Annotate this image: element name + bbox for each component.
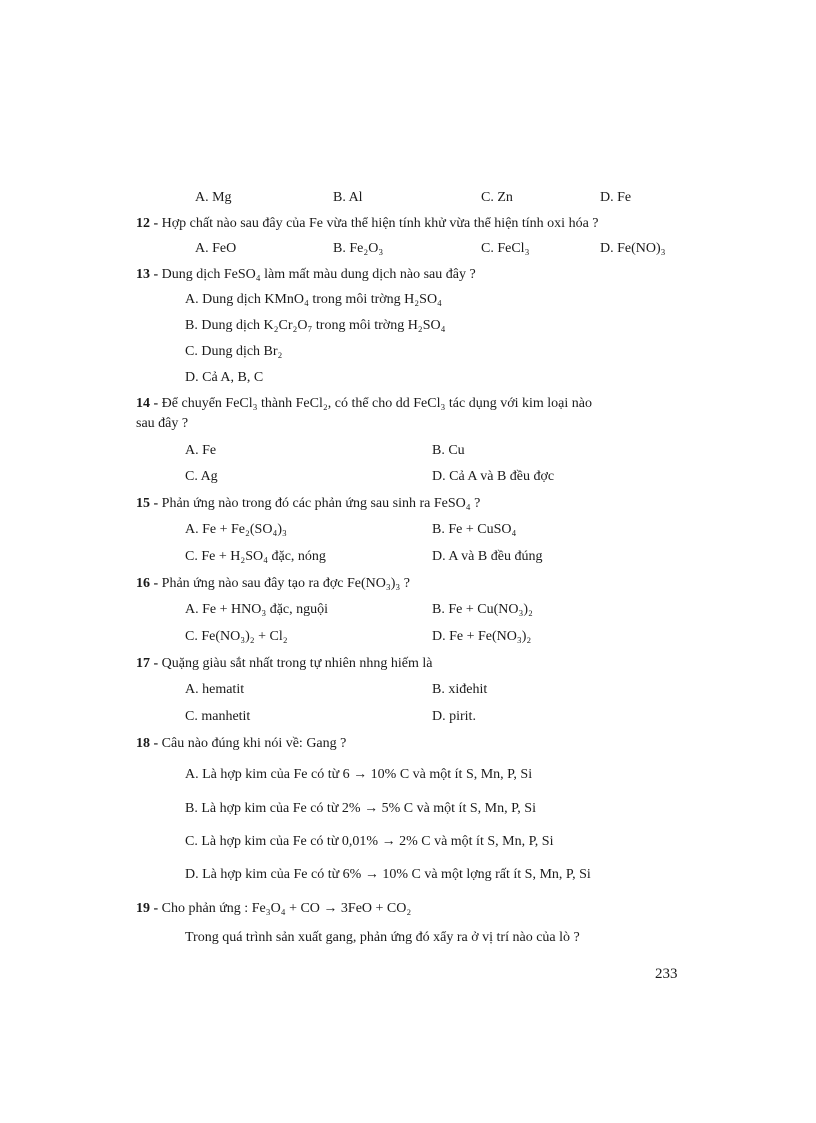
q18-option-c: C. Là hợp kim của Fe có từ 0,01% → 2% C và một ít S, Mn, P, Si xyxy=(185,834,554,849)
q12-option-d: D. Fe(NO)₃ xyxy=(600,241,666,256)
q13-option-a: A. Dung dịch KMnO₄ trong môi trờng H₂SO₄ xyxy=(185,292,442,307)
q17-option-a: A. hematit xyxy=(185,682,245,697)
q14-option-b: B. Cu xyxy=(432,443,465,458)
q11-option-b: B. Al xyxy=(333,190,363,205)
q14-option-d: D. Cả A và B đều đợc xyxy=(432,469,555,484)
question-19-continued: Trong quá trình sản xuất gang, phản ứng đó xẩy ra ở vị trí nào của lò ? xyxy=(185,930,580,945)
question-14-continued: sau đây ? xyxy=(136,416,189,431)
q13-option-c: C. Dung dịch Br₂ xyxy=(185,344,283,359)
q17-option-d: D. pirit. xyxy=(432,709,476,724)
question-text: Quặng giàu sắt nhất trong tự nhiên nhng hiếm là xyxy=(161,656,433,671)
q16-option-b: B. Fe + Cu(NO₃)₂ xyxy=(432,602,533,617)
question-text: Câu nào đúng khi nói về: Gang ? xyxy=(161,736,347,751)
question-text: Cho phản ứng : Fe₃O₄ + CO → 3FeO + CO₂ xyxy=(161,901,412,916)
q15-option-b: B. Fe + CuSO₄ xyxy=(432,522,517,537)
q17-option-b: B. xiđehit xyxy=(432,682,488,697)
question-number: 19 - xyxy=(136,901,159,916)
q13-option-b: B. Dung dịch K₂Cr₂O₇ trong môi trờng H₂SO₄ xyxy=(185,318,446,333)
question-15 xyxy=(136,496,480,512)
question-text: Hợp chất nào sau đây của Fe vừa thể hiện tính khử vừa thể hiện tính oxi hóa ? xyxy=(161,216,599,231)
q14-option-a: A. Fe xyxy=(185,443,217,458)
q18-option-a: A. Là hợp kim của Fe có từ 6 → 10% C và một ít S, Mn, P, Si xyxy=(185,767,533,782)
question-text: Phản ứng nào trong đó các phản ứng sau sinh ra FeSO₄ ? xyxy=(161,496,481,511)
question-12 xyxy=(136,216,599,232)
question-number: 13 - xyxy=(136,267,159,282)
q12-option-b: B. Fe₂O₃ xyxy=(333,241,384,256)
question-number: 14 - xyxy=(136,396,159,411)
question-number: 17 - xyxy=(136,656,159,671)
question-16 xyxy=(136,576,410,592)
q18-option-d: D. Là hợp kim của Fe có từ 6% → 10% C và một lợng rất ít S, Mn, P, Si xyxy=(185,867,591,882)
question-19 xyxy=(136,901,411,917)
question-number: 12 - xyxy=(136,216,159,231)
q17-option-c: C. manhetit xyxy=(185,709,251,724)
question-text: Phản ứng nào sau đây tạo ra đợc Fe(NO₃)₃ ? xyxy=(161,576,410,591)
q12-option-a: A. FeO xyxy=(195,241,237,256)
q18-option-b: B. Là hợp kim của Fe có từ 2% → 5% C và một ít S, Mn, P, Si xyxy=(185,801,536,816)
q12-option-c: C. FeCl₃ xyxy=(481,241,530,256)
question-number: 16 - xyxy=(136,576,159,591)
q16-option-a: A. Fe + HNO₃ đặc, nguội xyxy=(185,602,329,617)
question-13 xyxy=(136,267,476,283)
question-14 xyxy=(136,396,592,412)
q15-option-a: A. Fe + Fe₂(SO₄)₃ xyxy=(185,522,287,537)
question-text: Để chuyển FeCl₃ thành FeCl₂, có thể cho dd FeCl₃ tác dụng với kim loại nào xyxy=(161,396,592,411)
q11-option-c: C. Zn xyxy=(481,190,513,205)
q15-option-c: C. Fe + H₂SO₄ đặc, nóng xyxy=(185,549,326,564)
q16-option-d: D. Fe + Fe(NO₃)₂ xyxy=(432,629,532,644)
q11-option-d: D. Fe xyxy=(600,190,632,205)
q15-option-d: D. A và B đều đúng xyxy=(432,549,543,564)
question-text: Dung dịch FeSO₄ làm mất màu dung dịch nào sau đây ? xyxy=(161,267,476,282)
page-number: 233 xyxy=(655,966,678,982)
q16-option-c: C. Fe(NO₃)₂ + Cl₂ xyxy=(185,629,288,644)
question-18 xyxy=(136,736,346,752)
question-number: 15 - xyxy=(136,496,159,511)
q13-option-d: D. Cả A, B, C xyxy=(185,370,264,385)
q14-option-c: C. Ag xyxy=(185,469,218,484)
question-17 xyxy=(136,656,432,672)
question-number: 18 - xyxy=(136,736,159,751)
q11-option-a: A. Mg xyxy=(195,190,232,205)
